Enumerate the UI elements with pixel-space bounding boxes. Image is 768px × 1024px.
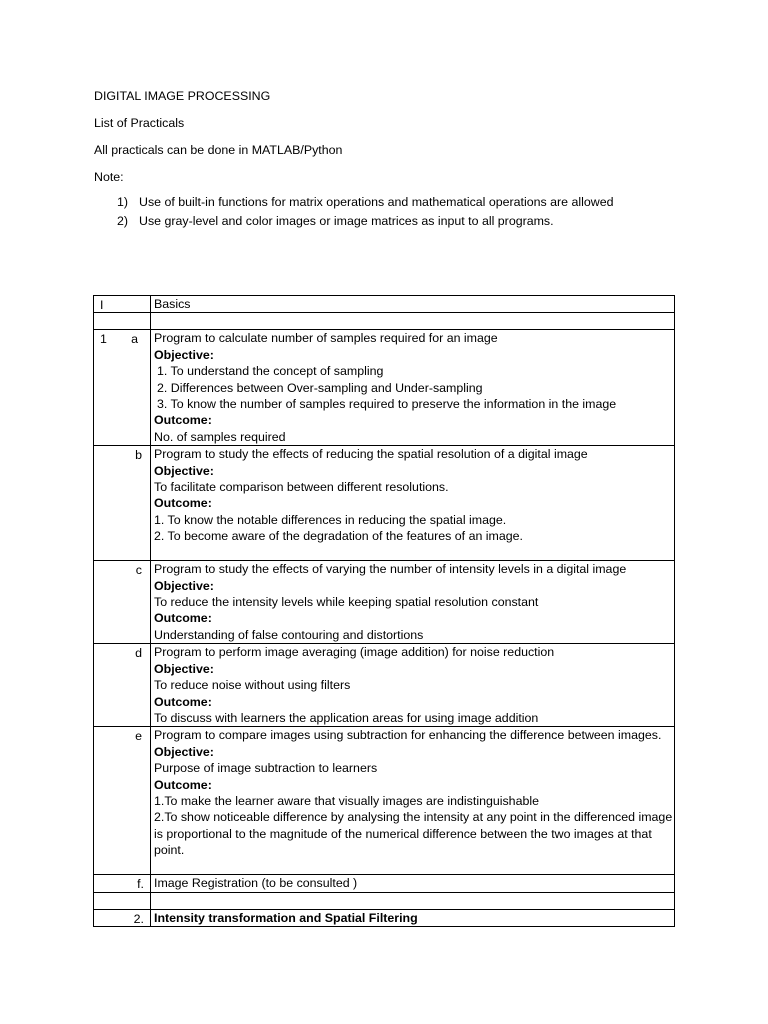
objective-text: To reduce the intensity levels while keeping spatial resolution constant (154, 595, 539, 610)
table-row-item-c (94, 561, 675, 644)
table-row-item-f (94, 875, 675, 892)
objective-text: Purpose of image subtraction to learners (154, 761, 378, 776)
table-row-item-b (94, 446, 675, 561)
section-title: Intensity transformation and Spatial Filtering (154, 910, 418, 925)
objective-label: Objective: (154, 463, 214, 478)
item-number: 1 (100, 332, 107, 347)
outcome-label: Outcome: (154, 496, 212, 511)
item-letter: e (135, 729, 142, 744)
practicals-table (93, 295, 675, 927)
table-row-section-1 (94, 296, 675, 313)
objective-text: 1. To understand the concept of sampling (157, 364, 384, 379)
objective-text: To reduce noise without using filters (154, 678, 351, 693)
table-row-item-a (94, 330, 675, 446)
note-item (94, 195, 614, 214)
table-row-empty (94, 892, 675, 909)
document-subtitle: List of Practicals (94, 116, 185, 130)
outcome-text: To discuss with learners the application areas for using image addition (154, 710, 539, 725)
item-letter: b (135, 448, 142, 463)
document-title: DIGITAL IMAGE PROCESSING (94, 89, 271, 103)
item-title: Program to perform image averaging (image addition) for noise reduction (154, 645, 555, 660)
outcome-text: 1. To know the notable differences in reducing the spatial image. (154, 512, 507, 527)
objective-label: Objective: (154, 578, 214, 593)
item-title: Program to calculate number of samples required for an image (154, 331, 498, 346)
section-title: Basics (154, 297, 191, 311)
item-letter: f. (137, 877, 144, 892)
objective-label: Objective: (154, 347, 214, 362)
outcome-label: Outcome: (154, 611, 212, 626)
outcome-text: Understanding of false contouring and distortions (154, 627, 424, 642)
section-number: 2. (133, 911, 144, 926)
outcome-label: Outcome: (154, 694, 212, 709)
outcome-label: Outcome: (154, 413, 212, 428)
section-number: I (100, 298, 104, 312)
objective-text: 3. To know the number of samples required to preserve the information in the image (157, 397, 617, 412)
note-label: Note: (94, 170, 124, 184)
table-row-item-d (94, 644, 675, 727)
note-text: Use of built-in functions for matrix operations and mathematical operations are allowed (139, 195, 614, 209)
item-letter: d (135, 646, 142, 661)
item-title: Program to study the effects of varying the number of intensity levels in a digital image (154, 562, 627, 577)
note-item (94, 214, 614, 233)
objective-label: Objective: (154, 661, 214, 676)
outcome-text: No. of samples required (154, 429, 286, 444)
outcome-label: Outcome: (154, 777, 212, 792)
note-list (94, 195, 614, 233)
objective-text: To facilitate comparison between different resolutions. (154, 480, 449, 495)
outcome-text: 1.To make the learner aware that visually images are indistinguishable (154, 793, 540, 808)
note-number: 1) (117, 195, 129, 209)
outcome-text: 2.To show noticeable difference by analysing the intensity at any point in the differenced image is proportional to the magnitude of the numerical difference between the two images at that point. (154, 810, 673, 858)
item-letter: a (131, 332, 138, 347)
objective-text: 2. Differences between Over-sampling and Under-sampling (157, 380, 483, 395)
objective-label: Objective: (154, 744, 214, 759)
item-letter: c (135, 563, 142, 578)
outcome-text: 2. To become aware of the degradation of the features of an image. (154, 529, 523, 544)
tools-statement: All practicals can be done in MATLAB/Python (94, 143, 343, 157)
note-text: Use gray-level and color images or image matrices as input to all programs. (139, 214, 554, 228)
item-title: Program to study the effects of reducing the spatial resolution of a digital image (154, 447, 588, 462)
table-row-empty (94, 313, 675, 330)
item-title: Image Registration (to be consulted ) (154, 876, 358, 891)
table-row-section-2 (94, 909, 675, 926)
table-row-item-e (94, 727, 675, 875)
note-number: 2) (117, 214, 129, 228)
item-title: Program to compare images using subtraction for enhancing the difference between images. (154, 728, 662, 743)
